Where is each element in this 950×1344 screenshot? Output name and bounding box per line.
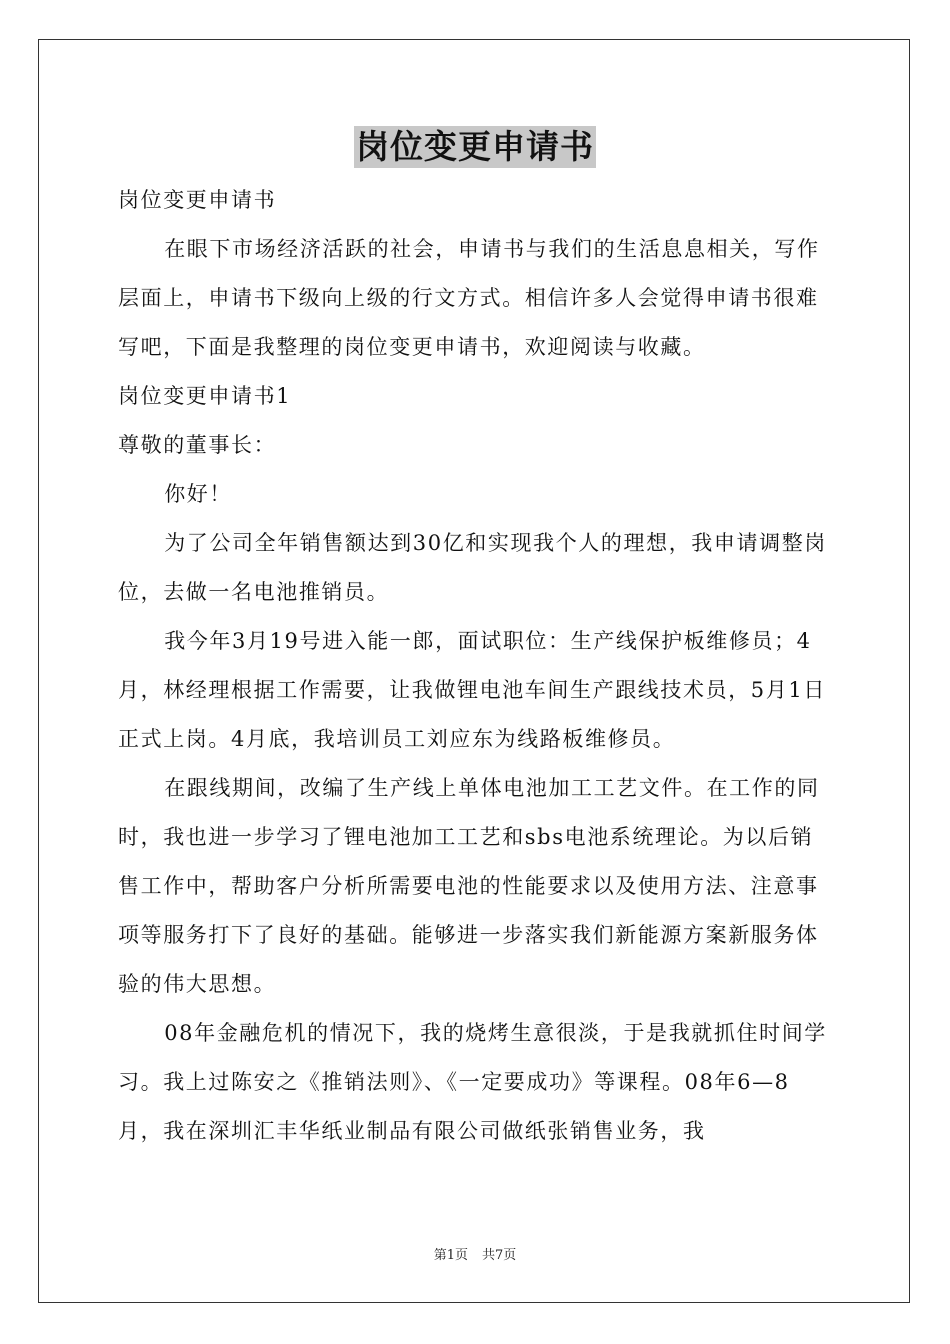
paragraph: 岗位变更申请书 [118,188,277,212]
salutation: 尊敬的董事长： [118,433,277,457]
document-body [118,176,834,1156]
title-container [0,126,950,168]
greeting: 你好！ [164,482,232,506]
page-total: 共7页 [482,1248,517,1263]
page-number: 第1页 [433,1248,468,1263]
page-footer [0,1247,950,1265]
paragraph: 我今年3月19号进入能一郎，面试职位：生产线保护板维修员；4月，林经理根据工作需要，让我做锂电池车间生产跟线技术员，5月1日正式上岗。4月底，我培训员工刘应东为线路板维修员。 [118,629,826,751]
paragraph: 为了公司全年销售额达到30亿和实现我个人的理想，我申请调整岗位，去做一名电池推销员。 [118,531,827,604]
document-title: 岗位变更申请书 [356,127,594,166]
paragraph: 在眼下市场经济活跃的社会，申请书与我们的生活息息相关，写作层面上，申请书下级向上级的行文方式。相信许多人会觉得申请书很难写吧，下面是我整理的岗位变更申请书，欢迎阅读与收藏。 [118,237,820,359]
section-heading: 岗位变更申请书1 [118,384,292,408]
paragraph: 在跟线期间，改编了生产线上单体电池加工工艺文件。在工作的同时，我也进一步学习了锂电池加工工艺和sbs电池系统理论。为以后销售工作中，帮助客户分析所需要电池的性能要求以及使用方法、注意事项等服务打下了良好的基础。能够进一步落实我们新能源方案新服务体验的伟大思想。 [118,776,820,996]
paragraph: 08年金融危机的情况下，我的烧烤生意很淡，于是我就抓住时间学习。我上过陈安之《推销法则》、《一定要成功》等课程。08年6—8月，我在深圳汇丰华纸业制品有限公司做纸张销售业务，我 [118,1021,827,1143]
